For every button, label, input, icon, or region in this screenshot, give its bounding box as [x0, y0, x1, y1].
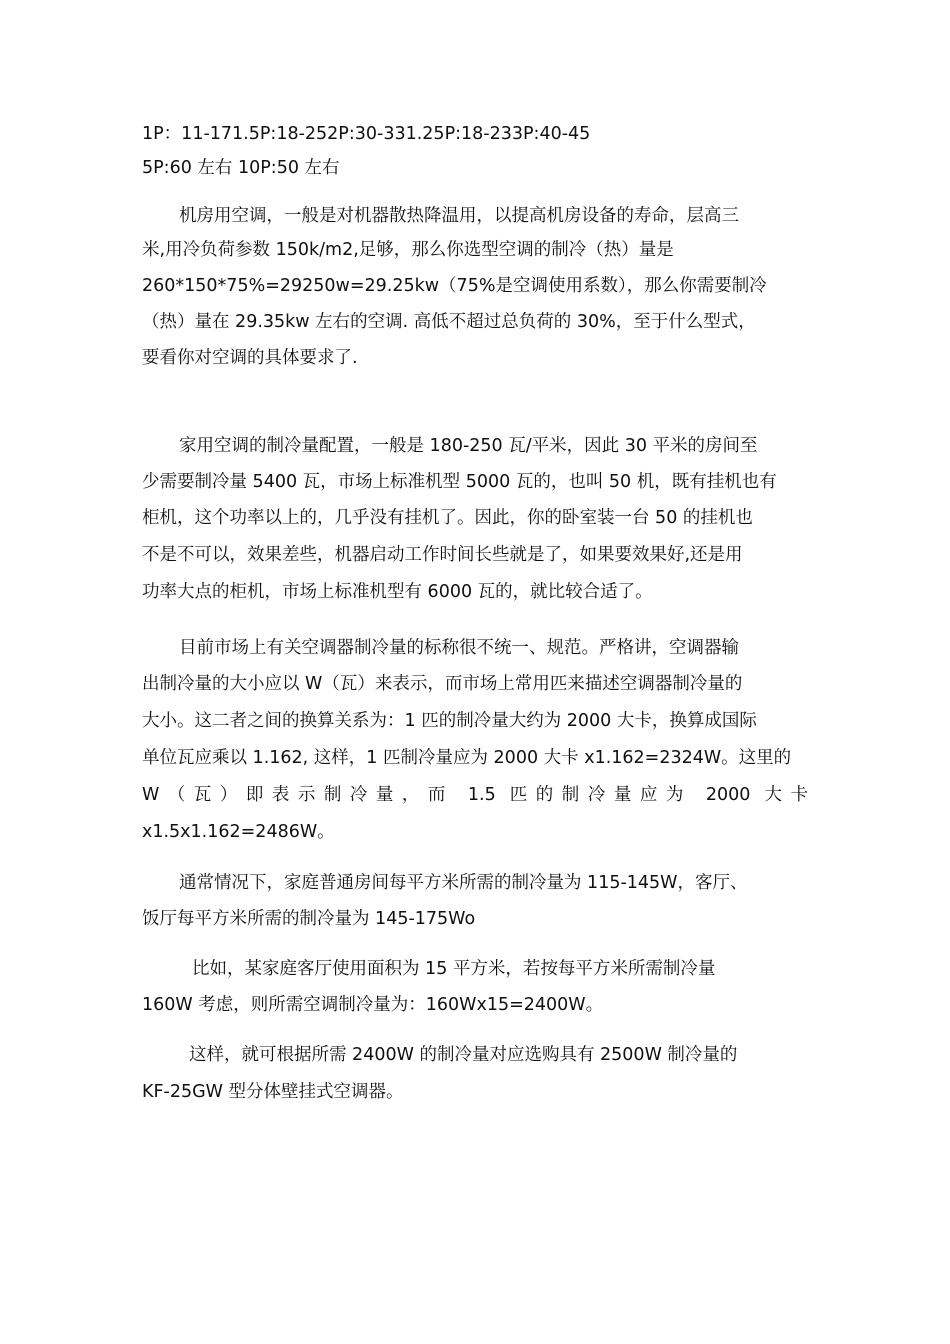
conclusion-para-line-2: KF-25GW 型分体壁挂式空调器。	[142, 1082, 404, 1102]
home-para-line-3: 柜机，这个功率以上的，几乎没有挂机了。因此，你的卧室装一台 50 的挂机也	[142, 508, 753, 528]
server-room-para-line-5: 要看你对空调的具体要求了.	[142, 348, 358, 368]
home-para-line-4: 不是不可以，效果差些，机器启动工作时间长些就是了，如果要效果好,还是用	[142, 545, 743, 565]
power-range-line-2: 5P:60 左右 10P:50 左右	[142, 158, 340, 178]
units-para-line-2: 出制冷量的大小应以 W（瓦）来表示，而市场上常用匹来描述空调器制冷量的	[142, 674, 743, 694]
units-para-line-3: 大小。这二者之间的换算关系为：1 匹的制冷量大约为 2000 大卡，换算成国际	[142, 711, 757, 731]
units-para-line-4: 单位瓦应乘以 1.162, 这样，1 匹制冷量应为 2000 大卡 x1.162=2324W。这里的	[142, 748, 792, 768]
home-para-line-5: 功率大点的柜机，市场上标准机型有 6000 瓦的，就比较合适了。	[142, 582, 653, 602]
normal-para-line-1: 通常情况下，家庭普通房间每平方米所需的制冷量为 115-145W，客厅、	[179, 873, 748, 893]
server-room-para-line-1: 机房用空调，一般是对机器散热降温用，以提高机房设备的寿命，层高三	[179, 206, 739, 226]
units-para-line-5: W（瓦）即表示制冷量，而 1.5 匹的制冷量应为 2000 大卡	[142, 785, 808, 805]
home-para-line-1: 家用空调的制冷量配置，一般是 180-250 瓦/平米，因此 30 平米的房间至	[179, 436, 758, 456]
power-range-line-1: 1P：11-171.5P:18-252P:30-331.25P:18-233P:40-45	[142, 124, 591, 144]
example-para-line-1: 比如，某家庭客厅使用面积为 15 平方米，若按每平方米所需制冷量	[192, 959, 716, 979]
units-para-line-1: 目前市场上有关空调器制冷量的标称很不统一、规范。严格讲，空调器输	[179, 638, 739, 658]
units-para-line-6: x1.5x1.162=2486W。	[142, 822, 335, 842]
normal-para-line-2: 饭厅每平方米所需的制冷量为 145-175Wo	[142, 909, 476, 929]
server-room-para-line-4: （热）量在 29.35kw 左右的空调. 高低不超过总负荷的 30%，至于什么型式，	[142, 312, 756, 332]
example-para-line-2: 160W 考虑，则所需空调制冷量为：160Wx15=2400W。	[142, 995, 604, 1015]
server-room-para-line-2: 米,用冷负荷参数 150k/m2,足够，那么你选型空调的制冷（热）量是	[142, 240, 674, 260]
conclusion-para-line-1: 这样，就可根据所需 2400W 的制冷量对应选购具有 2500W 制冷量的	[189, 1045, 738, 1065]
server-room-para-line-3: 260*150*75%=29250w=29.25kw（75%是空调使用系数），那么你需要制冷	[142, 276, 767, 296]
home-para-line-2: 少需要制冷量 5400 瓦，市场上标准机型 5000 瓦的，也叫 50 机，既有挂机也有	[142, 472, 777, 492]
